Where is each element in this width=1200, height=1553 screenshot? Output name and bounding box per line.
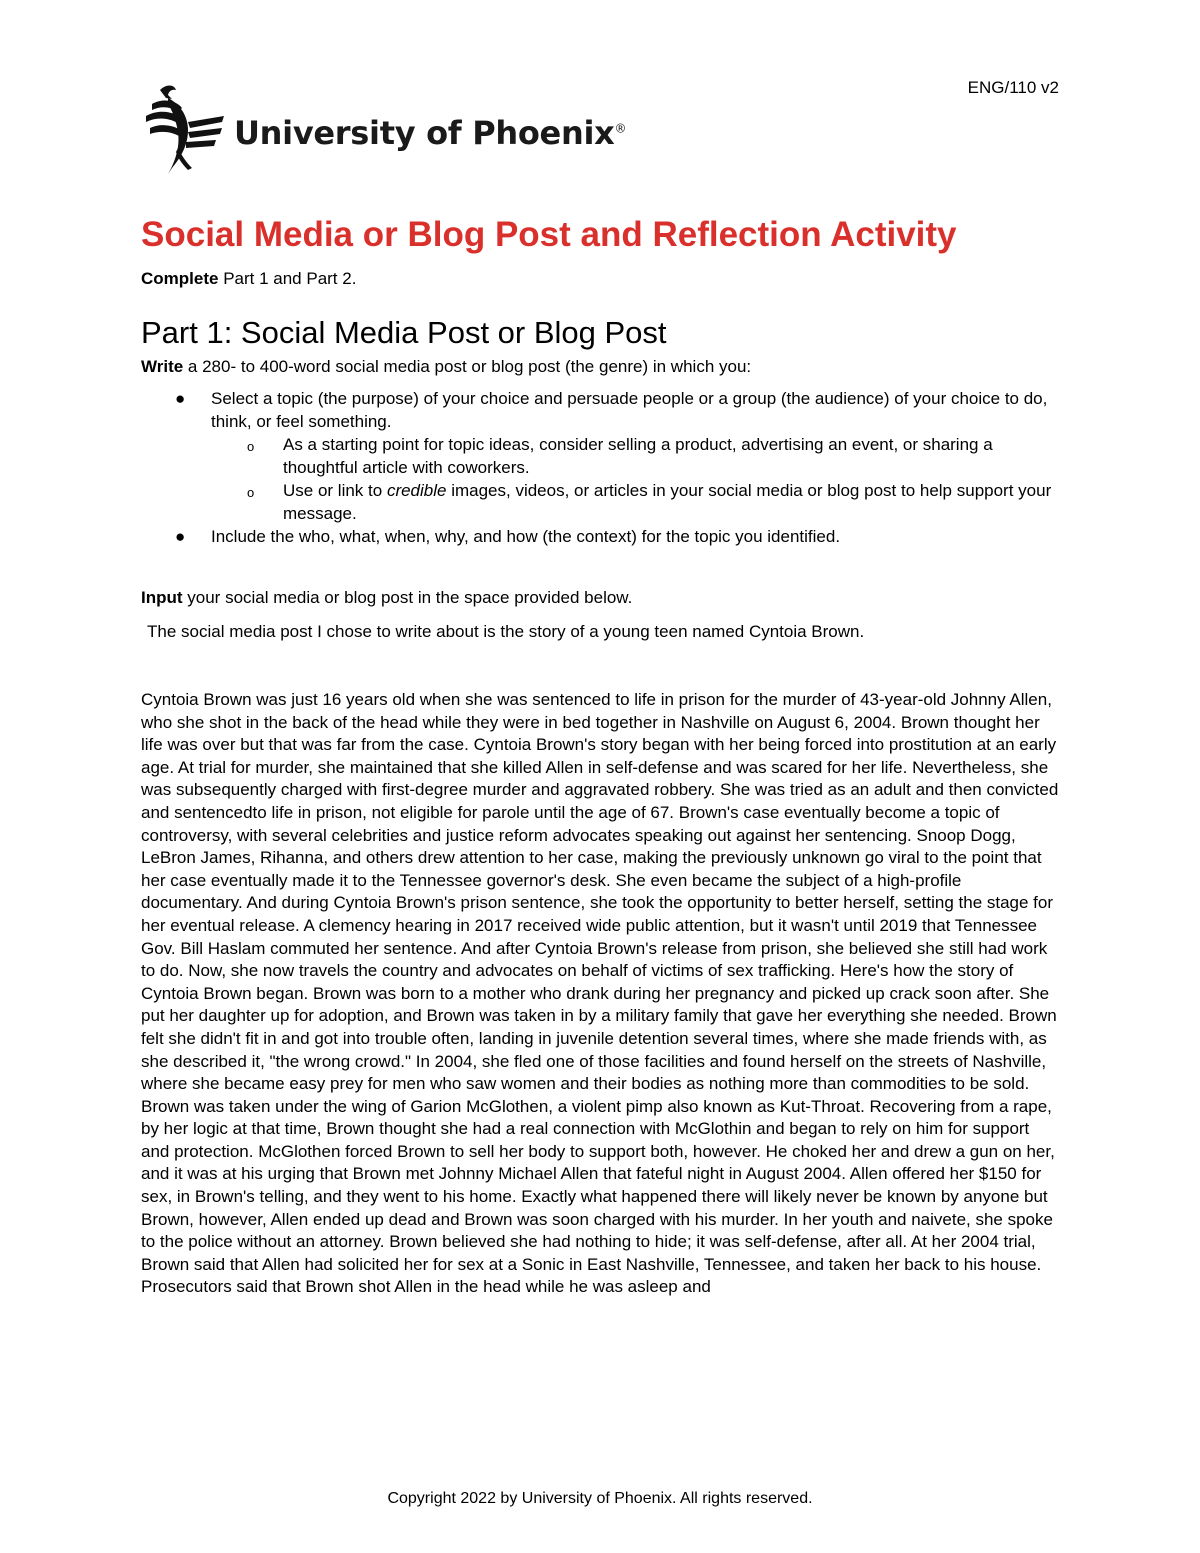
bullet-icon: ● — [175, 527, 186, 546]
input-instruction: Input your social media or blog post in the space provided below. — [141, 588, 633, 607]
list-item: o Use or link to credible images, videos, or articles in your social media or blog post to help support your message. — [247, 481, 1052, 523]
post-intro: The social media post I chose to write about is the story of a young teen named Cyntoia Brown. — [147, 622, 865, 641]
complete-instruction: Complete Part 1 and Part 2. — [141, 269, 357, 288]
list-item: o As a starting point for topic ideas, consider selling a product, advertising an event, or sharing a thoughtful article with coworkers. — [247, 435, 993, 477]
document-content — [141, 212, 1059, 1299]
copyright-footer: Copyright 2022 by University of Phoenix. All rights reserved. — [387, 1490, 813, 1507]
logo-wordmark: University of Phoenix® — [234, 114, 627, 152]
sub-list — [211, 433, 1059, 525]
bullet-icon: ● — [175, 389, 186, 408]
list-item: ● Include the who, what, when, why, and how (the context) for the topic you identified. — [175, 527, 841, 546]
part1-heading: Part 1: Social Media Post or Blog Post — [141, 315, 667, 350]
course-code: ENG/110 v2 — [967, 78, 1059, 97]
post-body: Cyntoia Brown was just 16 years old when she was sentenced to life in prison for the murder of 43-year-old Johnny Allen, who she shot in the back of the head while they were in bed together in Nashville on August 6, 2004. Brown thought her life was over but that was far from the case. Cyntoia Brown's story began with her being forced into prostitution at an early age. At trial for murder, she maintained that she killed Allen in self-defense and was scared for her life. Nevertheless, she was subsequently charged with first-degree murder and aggravated robbery. She was tried as an adult and then convicted and sentencedto life in prison, not eligible for parole until the age of 67. Brown's case eventually become a topic of controversy, with several celebrities and justice reform advocates speaking out against her sentencing. Snoop Dogg, LeBron James, Rihanna, and others drew attention to her case, making the previously unknown go viral to the point that her case eventually made it to the Tennessee governor's desk. She even became the subject of a high-profile documentary. And during Cyntoia Brown's prison sentence, she took the opportunity to better herself, setting the stage for her eventual release. A clemency hearing in 2017 received wide public attention, but it wasn't until 2019 that Tennessee Gov. Bill Haslam commuted her sentence. And after Cyntoia Brown's release from prison, she believed she still had work to do. Now, she now travels the country and advocates on behalf of victims of sex trafficking. Here's how the story of Cyntoia Brown began. Brown was born to a mother who drank during her pregnancy and picked up crack soon after. She put her daughter up for adoption, and Brown was taken in by a military family that gave her everything she needed. Brown felt she didn't fit in and got into trouble often, landing in juvenile detention several times, where she made friends with, as she described it, "the wrong crowd." In 2004, she fled one of those facilities and found herself on the streets of Nashville, where she became easy prey for men who saw women and their bodies as nothing more than commodities to be sold. Brown was taken under the wing of Garion McGlothen, a violent pimp also known as Kut-Throat. Recovering from a rape, by her logic at that time, Brown thought she had a real connection with McGlothin and began to rely on him for support and protection. McGlothen forced Brown to sell her body to support both, however. He choked her and drew a gun on her, and it was at his urging that Brown met Johnny Michael Allen that fateful night in August 2004. Allen offered her $150 for sex, in Brown's telling, and they went to his home. Exactly what happened there will likely never be known by anyone but Brown, however, Allen ended up dead and Brown was soon charged with his murder. In her youth and naivete, she spoke to the police without an attorney. Brown believed she had nothing to hide; it was self-defense, after all. At her 2004 trial, Brown said that Allen had solicited her for sex at a Sonic in East Nashville, Tennessee, and taken her back to his house. Prosecutors said that Brown shot Allen in the head while he was asleep and — [141, 690, 1059, 1297]
phoenix-bird-icon — [142, 82, 226, 176]
list-item: ● Select a topic (the purpose) of your choice and persuade people or a group (the audience) of your choice to do, think, or feel something. o As a starting point for topic ideas, consider selling a product, advertising an event, or sharing a thoughtful article with coworkers. o Use or link to credible images, videos, or articles in your social media or blog post to help support your message. — [141, 387, 1059, 525]
page-title: Social Media or Blog Post and Reflection Activity — [141, 215, 957, 254]
circle-bullet-icon: o — [247, 439, 255, 454]
write-instruction: Write a 280- to 400-word social media post or blog post (the genre) in which you: — [141, 357, 752, 376]
instruction-list — [141, 387, 1059, 548]
circle-bullet-icon: o — [247, 485, 255, 500]
university-logo — [142, 82, 626, 176]
